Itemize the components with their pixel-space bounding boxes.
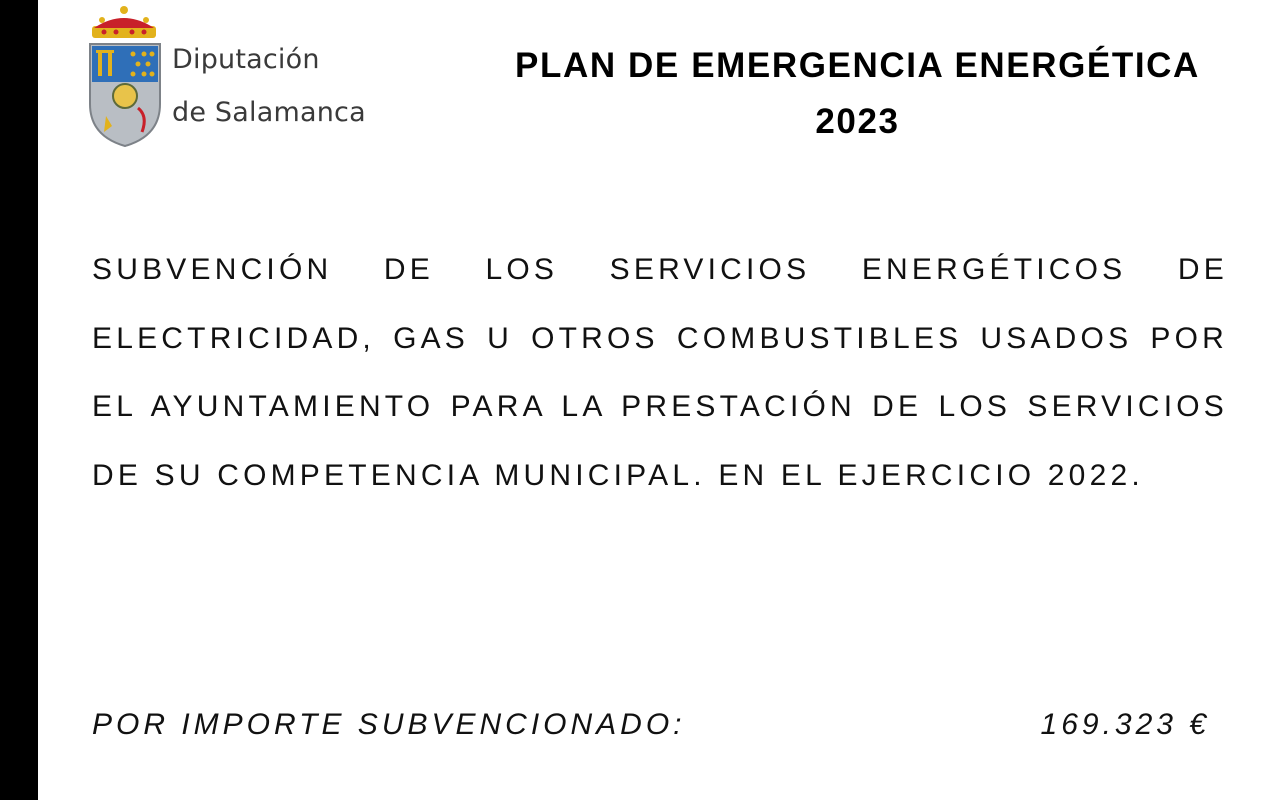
title-line-2: 2023 (815, 102, 900, 141)
title-line-1: PLAN DE EMERGENCIA ENERGÉTICA (515, 46, 1200, 85)
document-title (480, 38, 1235, 150)
subsidy-amount-row (92, 708, 1210, 752)
logo-text-salamanca: de Salamanca (172, 97, 366, 128)
coat-of-arms-icon (86, 4, 166, 150)
subsidy-description: SUBVENCIÓN DE LOS SERVICIOS ENERGÉTICOS DE ELECTRICIDAD, GAS U OTROS COMBUSTIBLES USADOS POR EL AYUNTAMIENTO PARA LA PRESTACIÓN DE LOS SERVICIOS DE SU COMPETENCIA MUNICIPAL. EN EL EJERCICIO 2022. (92, 253, 1228, 492)
logo-text-diputacion: Diputación (172, 44, 320, 75)
amount-label: POR IMPORTE SUBVENCIONADO: (92, 708, 686, 741)
left-black-bar (0, 0, 38, 800)
amount-value: 169.323 € (1040, 708, 1210, 741)
diputacion-salamanca-logo (86, 4, 366, 150)
